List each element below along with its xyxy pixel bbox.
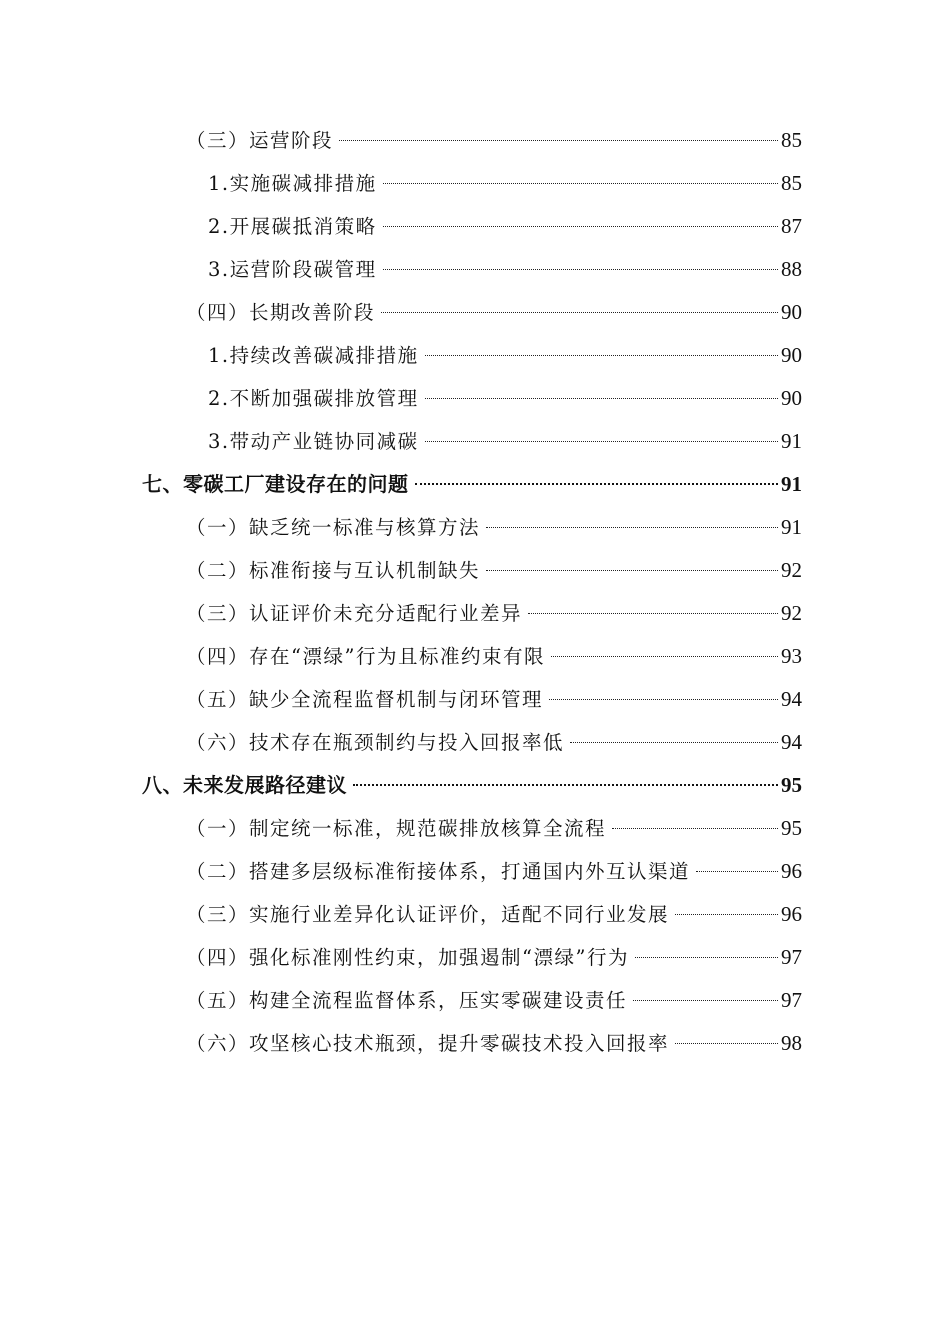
- dot-leader: [353, 784, 778, 786]
- toc-entry[interactable]: [0, 635, 944, 678]
- toc-page-number: 92: [781, 558, 802, 582]
- toc-entry-title: 1.实施碳减排措施: [208, 172, 377, 195]
- toc-entry[interactable]: [0, 506, 944, 549]
- toc-entry-title: 2.不断加强碳排放管理: [208, 387, 419, 410]
- toc-entry[interactable]: [0, 420, 944, 463]
- toc-page-number: 88: [781, 257, 802, 281]
- toc-page-number: 95: [781, 816, 802, 840]
- dot-leader: [675, 1043, 778, 1044]
- toc-page-number: 85: [781, 171, 802, 195]
- toc-chapter-title: 七、零碳工厂建设存在的问题: [142, 472, 409, 496]
- toc-entry-title: （三）实施行业差异化认证评价，适配不同行业发展: [186, 903, 670, 926]
- dot-leader: [339, 140, 778, 141]
- toc-entry[interactable]: [0, 807, 944, 850]
- toc-entry[interactable]: [0, 119, 944, 162]
- toc-page-number: 91: [781, 515, 802, 539]
- toc-page-number: 93: [781, 644, 802, 668]
- toc-page-number: 91: [781, 472, 802, 496]
- toc-entry-title: （三）认证评价未充分适配行业差异: [186, 602, 523, 625]
- toc-page-number: 98: [781, 1031, 802, 1055]
- toc-chapter-title: 八、未来发展路径建议: [142, 773, 347, 797]
- toc-entry[interactable]: [0, 936, 944, 979]
- toc-entry-title: （二）标准衔接与互认机制缺失: [186, 559, 481, 582]
- toc-entry-title: （一）缺乏统一标准与核算方法: [186, 516, 481, 539]
- toc-page-number: 96: [781, 859, 802, 883]
- toc-entry[interactable]: [0, 850, 944, 893]
- dot-leader: [675, 914, 778, 915]
- dot-leader: [383, 269, 778, 270]
- toc-entry-title: （四）强化标准刚性约束，加强遏制“漂绿”行为: [186, 946, 629, 969]
- dot-leader: [425, 355, 778, 356]
- toc-chapter-entry[interactable]: [0, 764, 944, 807]
- toc-chapter-entry[interactable]: [0, 463, 944, 506]
- toc-entry[interactable]: [0, 377, 944, 420]
- toc-entry[interactable]: [0, 291, 944, 334]
- toc-entry[interactable]: [0, 549, 944, 592]
- dot-leader: [415, 483, 779, 485]
- dot-leader: [696, 871, 778, 872]
- toc-page-number: 95: [781, 773, 802, 797]
- toc-page-number: 85: [781, 128, 802, 152]
- toc-page-number: 90: [781, 300, 802, 324]
- toc-entry-title: 1.持续改善碳减排措施: [208, 344, 419, 367]
- toc-page-number: 96: [781, 902, 802, 926]
- dot-leader: [381, 312, 778, 313]
- dot-leader: [383, 183, 778, 184]
- toc-page-number: 97: [781, 988, 802, 1012]
- toc-entry-title: （六）技术存在瓶颈制约与投入回报率低: [186, 731, 565, 754]
- toc-entry[interactable]: [0, 592, 944, 635]
- dot-leader: [635, 957, 778, 958]
- toc-entry[interactable]: [0, 678, 944, 721]
- dot-leader: [486, 570, 778, 571]
- toc-entry[interactable]: [0, 205, 944, 248]
- dot-leader: [549, 699, 778, 700]
- toc-entry-title: （四）存在“漂绿”行为且标准约束有限: [186, 645, 545, 668]
- toc-entry-title: （三）运营阶段: [186, 129, 334, 152]
- toc-entry[interactable]: [0, 1022, 944, 1065]
- dot-leader: [425, 398, 778, 399]
- toc-entry[interactable]: [0, 979, 944, 1022]
- toc-entry-title: （五）构建全流程监督体系，压实零碳建设责任: [186, 989, 628, 1012]
- toc-entry[interactable]: [0, 248, 944, 291]
- toc-entry-title: （二）搭建多层级标准衔接体系，打通国内外互认渠道: [186, 860, 691, 883]
- dot-leader: [425, 441, 778, 442]
- toc-page-number: 94: [781, 730, 802, 754]
- toc-page-number: 87: [781, 214, 802, 238]
- toc-entry-title: （六）攻坚核心技术瓶颈，提升零碳技术投入回报率: [186, 1032, 670, 1055]
- dot-leader: [486, 527, 778, 528]
- toc-entry[interactable]: [0, 162, 944, 205]
- toc-entry[interactable]: [0, 721, 944, 764]
- toc-page-number: 91: [781, 429, 802, 453]
- toc-entry[interactable]: [0, 893, 944, 936]
- dot-leader: [612, 828, 778, 829]
- dot-leader: [551, 656, 778, 657]
- toc-entry-title: （一）制定统一标准，规范碳排放核算全流程: [186, 817, 607, 840]
- toc-page-number: 94: [781, 687, 802, 711]
- toc-entry-title: 3.带动产业链协同减碳: [208, 430, 419, 453]
- toc-page-number: 90: [781, 343, 802, 367]
- toc-entry-title: 3.运营阶段碳管理: [208, 258, 377, 281]
- toc-page-number: 97: [781, 945, 802, 969]
- toc-entry-title: （四）长期改善阶段: [186, 301, 376, 324]
- table-of-contents: [0, 119, 944, 1065]
- toc-page-number: 92: [781, 601, 802, 625]
- dot-leader: [528, 613, 778, 614]
- toc-entry-title: 2.开展碳抵消策略: [208, 215, 377, 238]
- toc-page-number: 90: [781, 386, 802, 410]
- dot-leader: [383, 226, 778, 227]
- dot-leader: [570, 742, 778, 743]
- toc-entry-title: （五）缺少全流程监督机制与闭环管理: [186, 688, 544, 711]
- dot-leader: [633, 1000, 778, 1001]
- toc-entry[interactable]: [0, 334, 944, 377]
